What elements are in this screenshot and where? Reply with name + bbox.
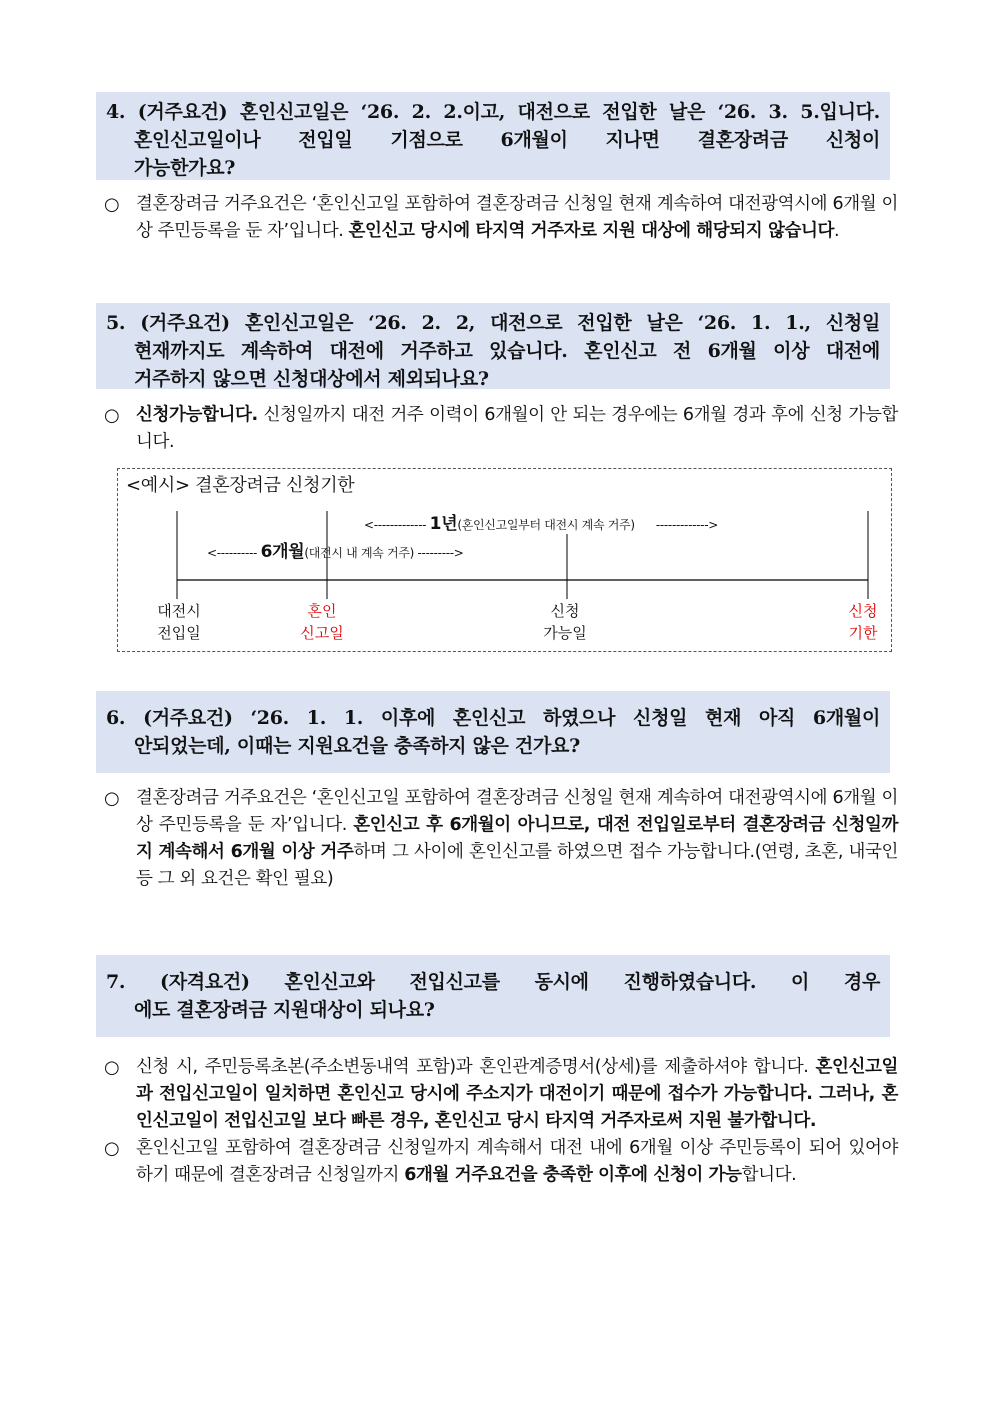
bullet-icon: ○ — [104, 1138, 120, 1159]
span-1year-value: 1년 — [429, 514, 458, 534]
question-4-line2: 혼인신고일이나 전입일 기점으로 6개월이 지나면 결혼장려금 신청이 — [134, 129, 880, 151]
answer-4-text: 결혼장려금 거주요건은 ‘혼인신고일 포함하여 결혼장려금 신청일 현재 계속하여 대전광역시에 6개월 이상 주민등록을 둔 자’입니다. 혼인신고 당시에 타지역 거주자로 지원 대상에 해당되지 않습니다. — [136, 194, 898, 241]
answer-5-emphasis: 신청가능합니다. — [136, 405, 258, 425]
answer-6-text: 결혼장려금 거주요건은 ‘혼인신고일 포함하여 결혼장려금 신청일 현재 계속하여 대전광역시에 6개월 이상 주민등록을 둔 자’입니다. 혼인신고 후 6개월이 아니므로, 대전 전입일로부터 결혼장려금 신청일까지 계속해서 6개월 이상 거주하며 그 사이에 혼인신고를 하였으면 접수 가능합니다.(연령, 초혼, 내국인 등 그 외 요건은 확인 필요) — [136, 788, 899, 889]
answer-7-paragraph-1: ○ 신청 시, 주민등록초본(주소변동내역 포함)과 혼인관계증명서(상세)를 제출하셔야 합니다. 혼인신고일과 전입신고일이 일치하면 혼인신고 당시에 주소지가 대전이기 때문에 접수가 가능합니다. 그러나, 혼인신고일이 전입신고일 보다 빠른 경우, 혼인신고 당시 타지역 거주자로써 지원 불가합니다. — [104, 1054, 898, 1135]
label-application-deadline: 신청 기한 — [848, 602, 878, 642]
question-6-line2: 안되었는데, 이때는 지원요건을 충족하지 않은 건가요? — [134, 735, 580, 757]
answer-7-paragraph-2: ○ 혼인신고일 포함하여 결혼장려금 신청일까지 계속해서 대전 내에 6개월 이상 주민등록이 되어 있어야 하기 때문에 결혼장려금 신청일까지 6개월 거주요건을 충족한 이후에 신청이 가능합니다. — [104, 1135, 898, 1189]
question-6 — [96, 691, 890, 773]
question-5-line1: 5. (거주요건) 혼인신고일은 ‘26. 2. 2, 대전으로 전입한 날은 ‘26. 1. 1., 신청일 — [106, 312, 880, 334]
question-5-line2: 현재까지도 계속하여 대전에 거주하고 있습니다. 혼인신고 전 6개월 이상 대전에 — [134, 340, 880, 362]
span-6month-value: 6개월 — [260, 542, 305, 562]
label-eligible-date: 신청 가능일 — [543, 602, 587, 642]
question-7-line1: 7. (자격요건) 혼인신고와 전입신고를 동시에 진행하였습니다. 이 경우 — [106, 971, 880, 993]
example-title: <예시> 결혼장려금 신청기한 — [126, 475, 355, 496]
answer-7-emphasis-2: 6개월 거주요건을 충족한 이후에 신청이 가능 — [404, 1165, 742, 1185]
answer-4 — [104, 191, 898, 245]
answer-4-emphasis: 혼인신고 당시에 타지역 거주자로 지원 대상에 해당되지 않습니다 — [348, 221, 835, 241]
question-4 — [96, 92, 890, 180]
bullet-icon: ○ — [104, 1057, 120, 1078]
label-marriage-report-date: 혼인 신고일 — [300, 602, 344, 642]
question-7 — [96, 955, 890, 1037]
answer-7-emphasis-1: 혼인신고일과 전입신고일이 일치하면 혼인신고 당시에 주소지가 대전이기 때문에 접수가 가능합니다. 그러나, 혼인신고일이 전입신고일 보다 빠른 경우, 혼인신고 당시 타지역 거주자로써 지원 불가합니다. — [136, 1057, 898, 1131]
question-5 — [96, 303, 890, 389]
question-7-line2: 에도 결혼장려금 지원대상이 되나요? — [134, 999, 435, 1021]
bullet-icon: ○ — [104, 788, 120, 809]
question-6-line1: 6. (거주요건) ‘26. 1. 1. 이후에 혼인신고 하였으나 신청일 현재 아직 6개월이 — [106, 707, 880, 729]
answer-6 — [104, 785, 898, 893]
span-1year: <------------- 1년(혼인신고일부터 대전시 계속 거주) -------------> — [364, 514, 718, 534]
answer-6-emphasis: 혼인신고 후 6개월이 아니므로, 대전 전입일로부터 결혼장려금 신청일까지 계속해서 6개월 이상 거주 — [136, 815, 899, 862]
answer-7 — [104, 1054, 898, 1189]
label-move-in-date: 대전시 전입일 — [157, 602, 201, 642]
question-5-line3: 거주하지 않으면 신청대상에서 제외되나요? — [134, 368, 489, 390]
answer-5-text: 신청가능합니다. 신청일까지 대전 거주 이력이 6개월이 안 되는 경우에는 6개월 경과 후에 신청 가능합니다. — [136, 405, 898, 452]
bullet-icon: ○ — [104, 194, 120, 215]
span-6month: <---------- 6개월(대전시 내 계속 거주) ---------> — [207, 542, 464, 562]
question-4-line3: 가능한가요? — [134, 157, 236, 179]
answer-5 — [104, 402, 898, 456]
question-4-line1: 4. (거주요건) 혼인신고일은 ‘26. 2. 2.이고, 대전으로 전입한 날은 ‘26. 3. 5.입니다. — [106, 101, 880, 123]
bullet-icon: ○ — [104, 405, 120, 426]
example-timeline-box — [117, 468, 892, 652]
